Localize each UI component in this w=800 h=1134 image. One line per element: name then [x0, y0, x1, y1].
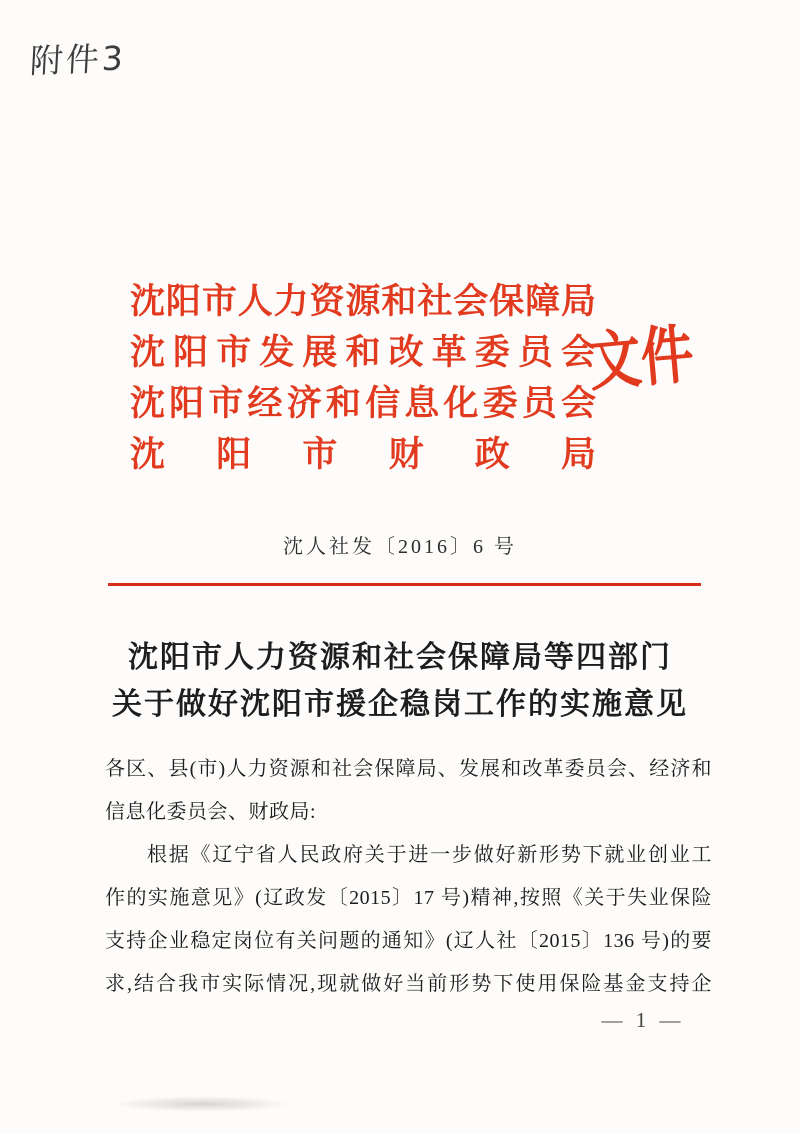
scan-smudge — [112, 1096, 292, 1112]
document-title-line-1: 沈阳市人力资源和社会保障局等四部门 — [128, 641, 672, 674]
document-mark-wenjian: 文件 — [585, 318, 697, 399]
page-number: — 1 — — [601, 1008, 685, 1032]
agency-name-line: 沈阳市发展和改革委员会 — [130, 333, 596, 372]
salutation-line: 信息化委员会、财政局: — [105, 801, 317, 823]
body-paragraph-line: 作的实施意见》(辽政发〔2015〕17 号)精神,按照《关于失业保险 — [105, 887, 712, 909]
document-title-line-2: 关于做好沈阳市援企稳岗工作的实施意见 — [112, 688, 688, 721]
body-paragraph-line: 支持企业稳定岗位有关问题的通知》(辽人社〔2015〕136 号)的要 — [105, 930, 712, 952]
agency-name-line: 沈阳市人力资源和社会保障局 — [130, 282, 596, 321]
agency-name-line: 沈阳市财政局 — [130, 435, 596, 474]
red-separator-rule — [108, 583, 701, 586]
body-paragraph-line: 根据《辽宁省人民政府关于进一步做好新形势下就业创业工 — [147, 844, 712, 866]
letterhead-agency-block — [130, 276, 596, 480]
agency-name-line: 沈阳市经济和信息化委员会 — [130, 384, 596, 423]
handwritten-attachment-note: 附件3 — [28, 38, 127, 81]
body-paragraph-line: 求,结合我市实际情况,现就做好当前形势下使用保险基金支持企 — [105, 973, 712, 995]
document-title — [0, 634, 800, 728]
document-body — [105, 748, 712, 1006]
salutation-line: 各区、县(市)人力资源和社会保障局、发展和改革委员会、经济和 — [105, 758, 712, 780]
document-reference-number: 沈人社发〔2016〕6 号 — [283, 536, 517, 558]
